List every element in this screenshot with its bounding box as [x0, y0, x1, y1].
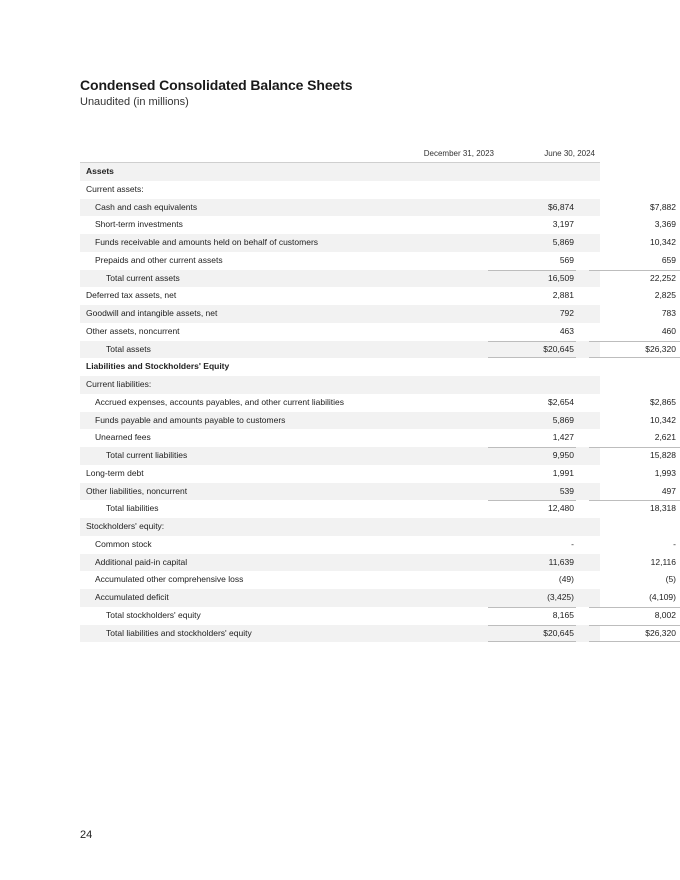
page-number: 24: [80, 829, 93, 841]
table-row: [80, 447, 676, 465]
table-row: [80, 376, 600, 394]
value-jun-2024: 460: [661, 325, 676, 336]
value-jun-2024: 1,993: [654, 467, 676, 478]
value-dec-2023: $2,654: [548, 396, 574, 407]
table-row: [80, 358, 600, 376]
value-jun-2024: 2,621: [654, 432, 676, 443]
value-jun-2024: 783: [661, 308, 676, 318]
row-label: Total stockholders' equity: [106, 609, 201, 620]
value-dec-2023: 9,950: [480, 447, 574, 465]
value-jun-2024: 22,252: [585, 270, 676, 288]
table-row: [80, 163, 600, 181]
value-jun-2024: 15,828: [585, 447, 676, 465]
value-jun-2024: $7,882: [650, 201, 676, 212]
value-dec-2023: $20,645: [480, 625, 574, 643]
value-jun-2024: (4,109): [649, 592, 676, 602]
value-dec-2023: 539: [559, 485, 574, 496]
row-label: Total assets: [106, 343, 151, 354]
value-jun-2024: (5): [665, 574, 676, 585]
row-label: Other liabilities, noncurrent: [86, 485, 188, 496]
row-label: Total liabilities: [106, 503, 159, 514]
value-dec-2023: (3,425): [547, 592, 574, 602]
row-label: Common stock: [95, 538, 152, 549]
table-row: [80, 305, 676, 323]
value-jun-2024: 18,318: [585, 500, 676, 518]
value-jun-2024: $26,320: [585, 625, 676, 643]
page-subtitle: Unaudited (in millions): [80, 96, 189, 108]
value-jun-2024: 3,369: [654, 219, 676, 230]
table-row: [80, 252, 676, 270]
table-row: [80, 234, 676, 252]
value-dec-2023: 8,165: [480, 607, 574, 625]
table-row: [80, 412, 676, 430]
row-label: Current assets:: [86, 183, 144, 194]
value-dec-2023: 16,509: [480, 270, 574, 288]
table-row: [80, 518, 600, 536]
row-label: Liabilities and Stockholders' Equity: [86, 361, 230, 372]
value-jun-2024: 659: [661, 254, 676, 265]
table-row: [80, 181, 600, 199]
value-jun-2024: -: [673, 538, 676, 549]
row-label: Assets: [86, 166, 114, 176]
row-label: Accrued expenses, accounts payables, and other current liabilities: [95, 396, 345, 407]
row-label: Total liabilities and stockholders' equity: [106, 627, 252, 638]
value-dec-2023: 3,197: [552, 219, 574, 230]
value-dec-2023: $20,645: [480, 341, 574, 359]
row-label: Long-term debt: [86, 467, 144, 478]
value-jun-2024: 10,342: [650, 237, 676, 247]
value-dec-2023: 569: [559, 254, 574, 265]
row-label: Additional paid-in capital: [95, 556, 188, 567]
table-row: [80, 199, 676, 217]
row-label: Short-term investments: [95, 219, 183, 230]
table-row: [80, 323, 676, 341]
row-label: Cash and cash equivalents: [95, 201, 198, 212]
value-dec-2023: (49): [558, 574, 574, 585]
table-row: [80, 589, 676, 607]
table-row: [80, 287, 676, 305]
table-row: [80, 607, 676, 625]
table-row: [80, 571, 676, 589]
value-jun-2024: 497: [661, 485, 676, 496]
table-row: [80, 394, 676, 412]
value-jun-2024: 2,825: [654, 290, 676, 301]
value-dec-2023: 1,991: [552, 467, 574, 478]
table-row: [80, 429, 676, 447]
table-row: [80, 625, 676, 643]
balance-sheet-table: [80, 163, 676, 642]
table-row: [80, 270, 676, 288]
column-header-dec-2023: December 31, 2023: [423, 149, 494, 158]
row-label: Funds receivable and amounts held on behalf of customers: [95, 237, 319, 247]
table-row: [80, 216, 676, 234]
value-dec-2023: 5,869: [552, 414, 574, 425]
value-jun-2024: $2,865: [650, 396, 676, 407]
table-row: [80, 465, 676, 483]
row-label: Other assets, noncurrent: [86, 325, 180, 336]
row-label: Accumulated deficit: [95, 592, 169, 602]
row-label: Stockholders' equity:: [86, 521, 165, 531]
value-dec-2023: 5,869: [552, 237, 574, 247]
value-dec-2023: 12,480: [480, 500, 574, 518]
value-dec-2023: 792: [559, 308, 574, 318]
row-label: Prepaids and other current assets: [95, 254, 223, 265]
value-jun-2024: 8,002: [585, 607, 676, 625]
value-dec-2023: 1,427: [552, 432, 574, 443]
row-label: Funds payable and amounts payable to customers: [95, 414, 286, 425]
table-row: [80, 554, 676, 572]
table-row: [80, 536, 676, 554]
row-label: Current liabilities:: [86, 379, 152, 389]
table-row: [80, 483, 676, 501]
value-dec-2023: $6,874: [548, 201, 574, 212]
row-label: Goodwill and intangible assets, net: [86, 308, 218, 318]
value-dec-2023: 11,639: [548, 556, 574, 567]
value-dec-2023: -: [571, 538, 574, 549]
page-title: Condensed Consolidated Balance Sheets: [80, 77, 353, 93]
value-jun-2024: 12,116: [650, 556, 676, 567]
column-header-jun-2024: June 30, 2024: [544, 149, 595, 158]
value-dec-2023: 2,881: [552, 290, 574, 301]
value-dec-2023: 463: [559, 325, 574, 336]
row-label: Unearned fees: [95, 432, 151, 443]
table-row: [80, 341, 676, 359]
row-label: Total current liabilities: [106, 450, 188, 460]
value-jun-2024: $26,320: [585, 341, 676, 359]
value-jun-2024: 10,342: [650, 414, 676, 425]
row-label: Total current assets: [106, 272, 180, 283]
row-label: Accumulated other comprehensive loss: [95, 574, 244, 585]
table-row: [80, 500, 676, 518]
row-label: Deferred tax assets, net: [86, 290, 177, 301]
